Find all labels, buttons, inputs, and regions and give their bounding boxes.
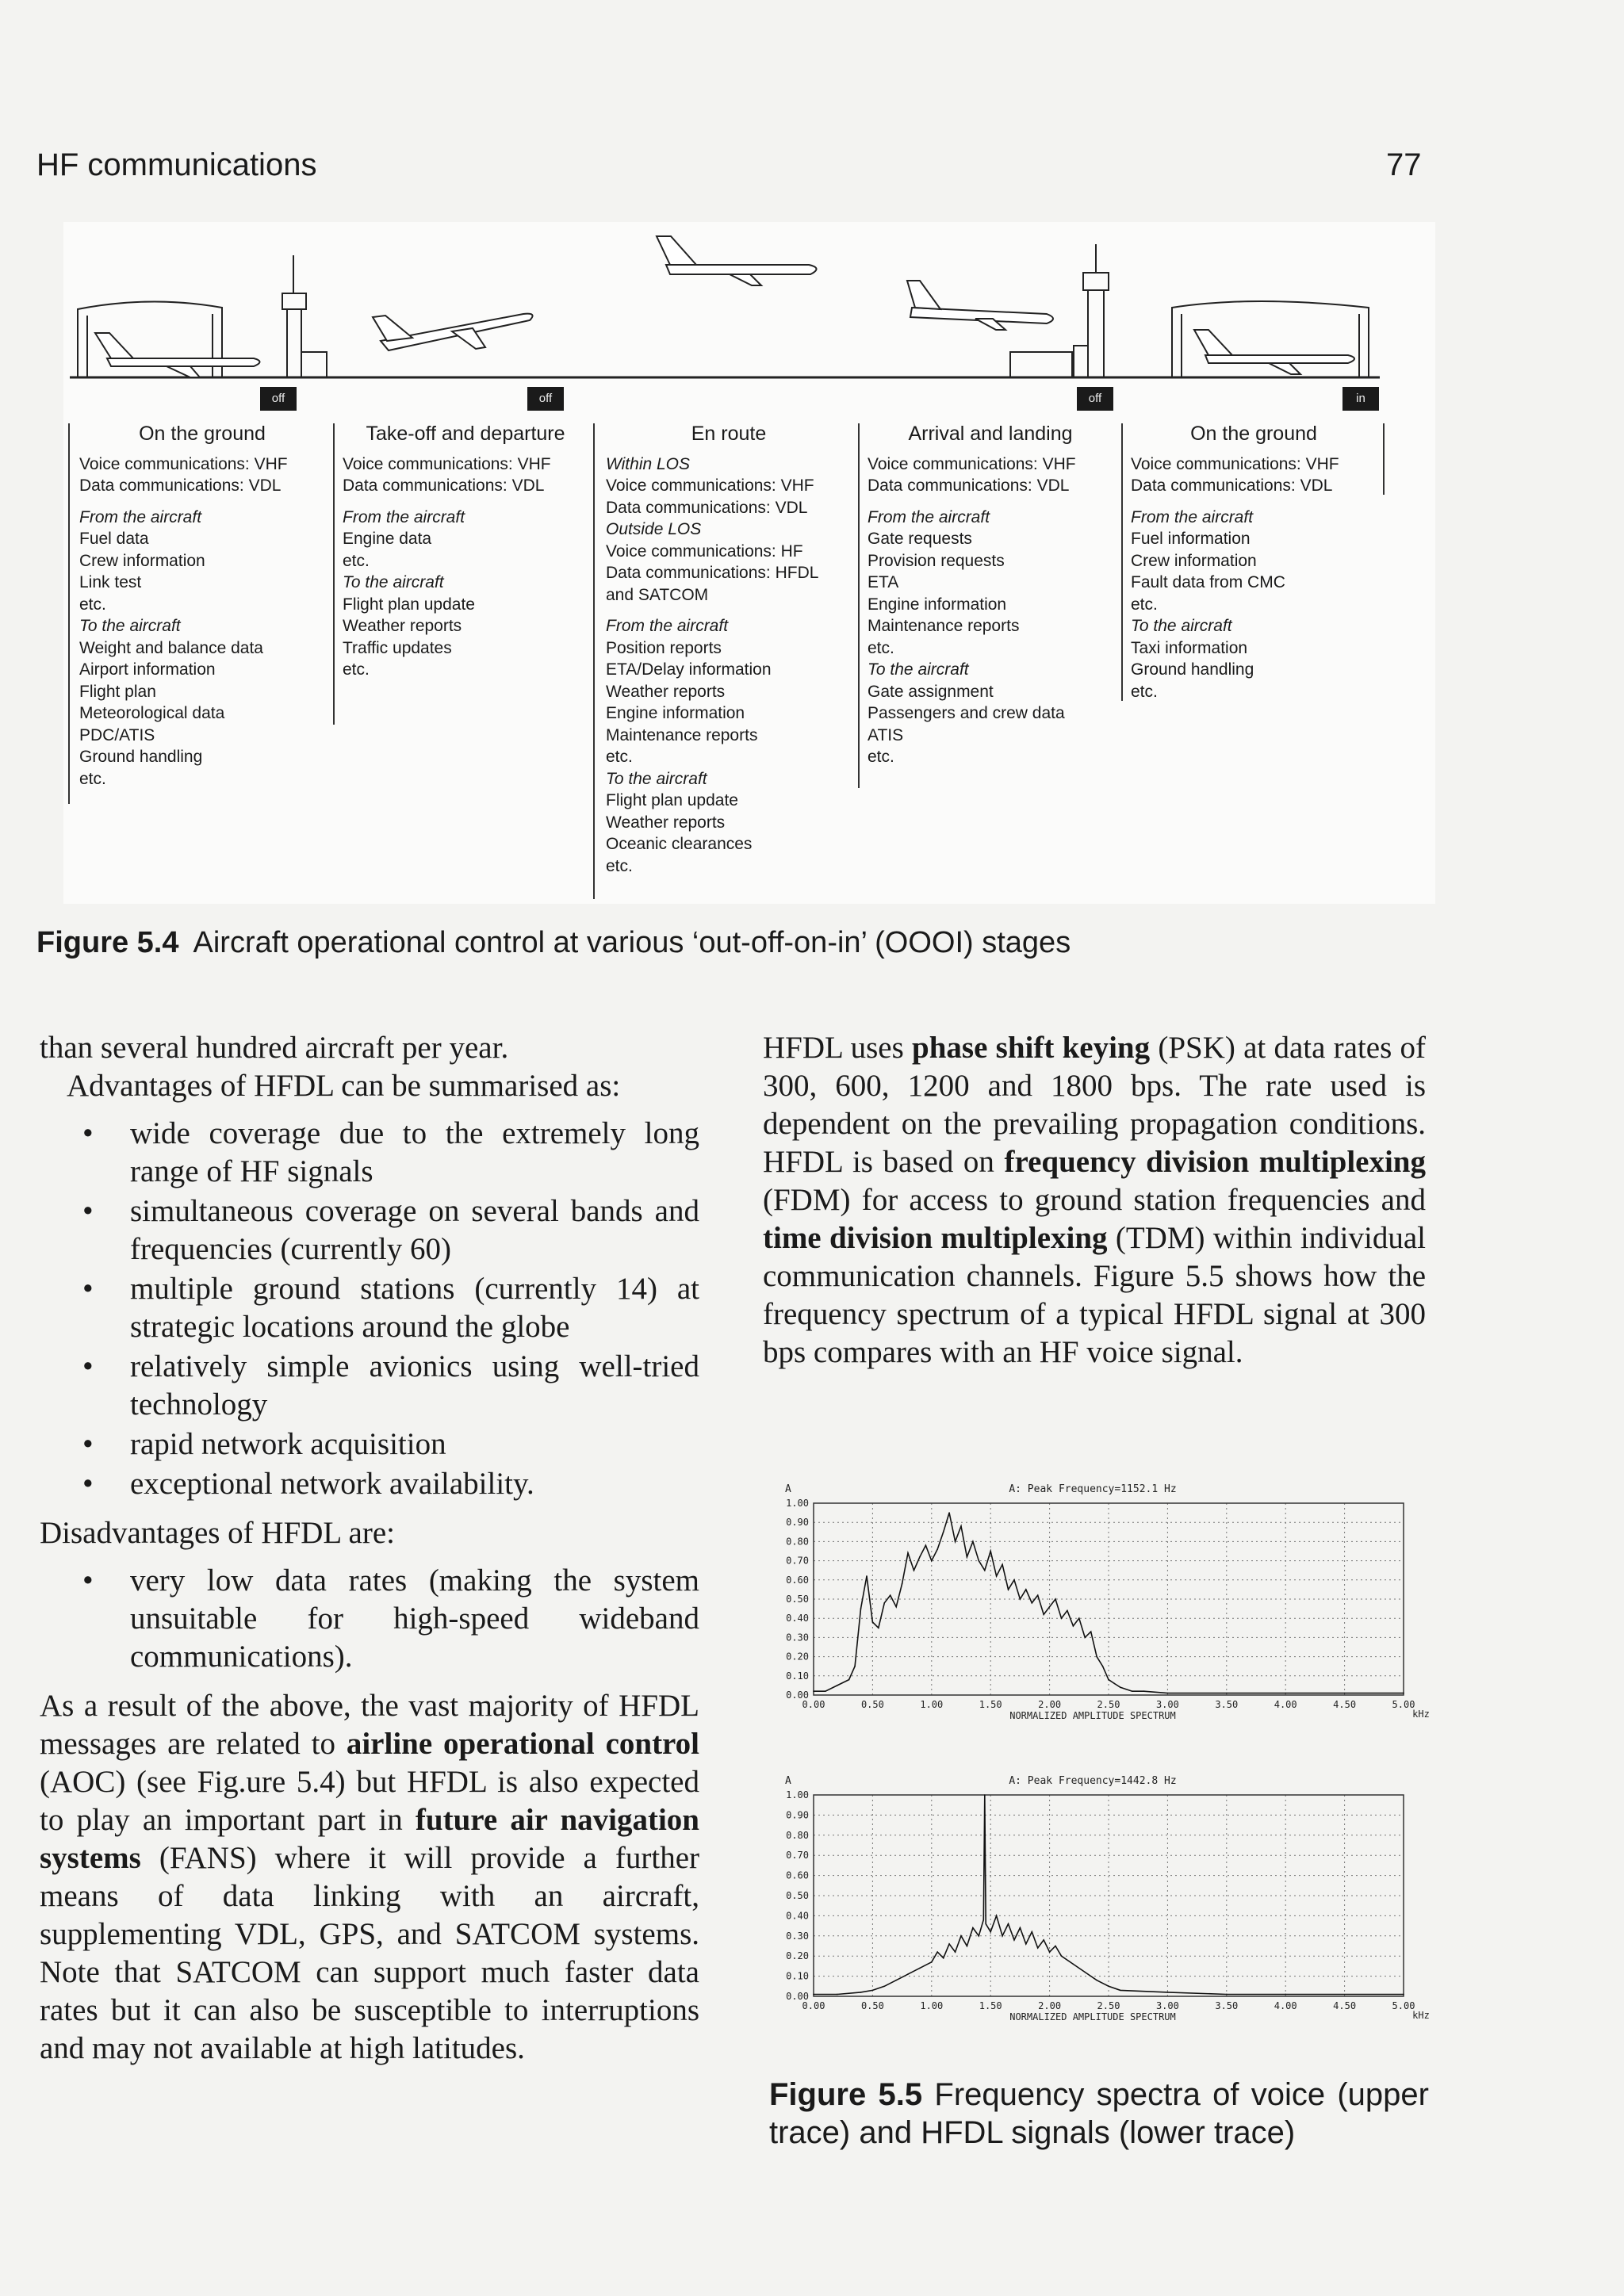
list-item: • relatively simple avionics using well-tried technology bbox=[82, 1349, 699, 1422]
list-item: Oceanic clearances bbox=[606, 835, 753, 853]
text-run: (AOC) (see Fig.ure 5.4) but HFDL is also expected to play an important part in bbox=[40, 1765, 699, 1837]
data-point bbox=[1167, 1693, 1169, 1694]
data-point bbox=[1403, 1693, 1404, 1694]
data-point bbox=[936, 1548, 938, 1550]
x-tick-label: 4.50 bbox=[1333, 1699, 1357, 1710]
y-tick-label: 0.50 bbox=[786, 1594, 809, 1605]
list-item: • very low data rates (making the system unsuitable for high-speed wideband communications). bbox=[82, 1563, 699, 1674]
data-point bbox=[1403, 1994, 1404, 1996]
data-point bbox=[907, 1973, 909, 1975]
data-point bbox=[948, 1512, 950, 1513]
list-item: Crew information bbox=[79, 551, 205, 570]
data-point bbox=[982, 1919, 984, 1921]
to-aircraft-label: To the aircraft bbox=[868, 660, 969, 679]
caption-label: Figure 5.5 bbox=[769, 2077, 923, 2112]
y-tick-label: 0.90 bbox=[786, 1809, 809, 1821]
data-point bbox=[837, 1685, 838, 1686]
text-run: (FANS) where it will provide a further means of data linking with an aircraft, supplementing VDL, GPS, and SATCOM systems. Note that SATCOM can support much faster data rates but it can also be susceptible to interruptions and may not available at high latitudes. bbox=[40, 1841, 699, 2065]
comm-line: Data communications: VDL bbox=[343, 476, 545, 495]
y-tick-label: 0.50 bbox=[786, 1890, 809, 1901]
data-point bbox=[967, 1556, 968, 1558]
stage-label-off-2: off bbox=[527, 387, 564, 411]
to-aircraft-label: To the aircraft bbox=[606, 769, 707, 788]
data-point bbox=[943, 1957, 944, 1959]
data-point bbox=[848, 1679, 850, 1681]
list-item: Flight plan update bbox=[343, 595, 475, 614]
data-point bbox=[948, 1943, 950, 1945]
from-aircraft-label: From the aircraft bbox=[343, 507, 465, 526]
list-item: Maintenance reports bbox=[868, 617, 1020, 635]
list-item: ETA bbox=[868, 573, 899, 591]
data-point bbox=[1013, 1939, 1015, 1941]
bold-term: time division multiplexing bbox=[763, 1221, 1108, 1255]
y-tick-label: 0.10 bbox=[786, 1970, 809, 1982]
comm-line: Voice communications: HF bbox=[606, 541, 803, 561]
list-item: PDC/ATIS bbox=[79, 725, 155, 744]
y-tick-label: 0.90 bbox=[786, 1517, 809, 1529]
data-point bbox=[1002, 1564, 1003, 1566]
to-aircraft-label: To the aircraft bbox=[343, 573, 444, 591]
data-point bbox=[872, 1990, 874, 1992]
outside-los-label: Outside LOS bbox=[606, 520, 702, 538]
list-item: Ground handling bbox=[1131, 660, 1254, 679]
x-axis-label: NORMALIZED AMPLITUDE SPECTRUM bbox=[1009, 1710, 1176, 1721]
data-point bbox=[837, 1994, 838, 1996]
data-point bbox=[1226, 1693, 1228, 1694]
paragraph: than several hundred aircraft per year. bbox=[40, 1031, 509, 1065]
y-tick-label: 0.60 bbox=[786, 1869, 809, 1881]
stage-column-on-ground-2 bbox=[1131, 423, 1377, 702]
list-item: Engine data bbox=[343, 530, 432, 548]
data-point bbox=[895, 1980, 897, 1981]
x-tick-label: 1.00 bbox=[920, 2000, 944, 2011]
running-header: HF communications bbox=[36, 147, 317, 182]
column-title: En route bbox=[691, 423, 767, 445]
data-point bbox=[985, 1923, 986, 1925]
from-aircraft-label: From the aircraft bbox=[606, 617, 729, 635]
caption-text: Frequency spectra of voice (upper trace) and HFDL signals (lower trace) bbox=[769, 2077, 1429, 2150]
data-point bbox=[878, 1628, 879, 1629]
data-point bbox=[860, 1608, 862, 1609]
list-item: Meteorological data bbox=[79, 704, 225, 722]
x-tick-label: 3.00 bbox=[1155, 2000, 1179, 2011]
data-point bbox=[931, 1560, 933, 1562]
data-point bbox=[996, 1915, 998, 1917]
data-point bbox=[1067, 1610, 1068, 1612]
data-point bbox=[1020, 1927, 1021, 1929]
list-item: Crew information bbox=[1131, 551, 1257, 570]
data-point bbox=[1055, 1946, 1056, 1947]
x-tick-label: 2.50 bbox=[1097, 2000, 1120, 2011]
list-item: Weather reports bbox=[343, 617, 462, 635]
comm-line: Voice communications: VHF bbox=[1131, 454, 1339, 473]
x-tick-label: 1.50 bbox=[979, 2000, 1002, 2011]
list-item: Flight plan bbox=[79, 682, 156, 701]
list-item: Weather reports bbox=[606, 682, 726, 701]
from-aircraft-label: From the aircraft bbox=[868, 507, 990, 526]
x-tick-label: 4.00 bbox=[1274, 2000, 1297, 2011]
data-point bbox=[1344, 1693, 1346, 1694]
comm-line: Data communications: HFDL bbox=[606, 564, 819, 582]
y-tick-label: 0.40 bbox=[786, 1910, 809, 1922]
data-point bbox=[890, 1594, 891, 1596]
y-tick-label: 0.00 bbox=[786, 1689, 809, 1701]
y-tick-label: 1.00 bbox=[786, 1498, 809, 1509]
data-point bbox=[990, 1551, 991, 1552]
y-tick-label: 0.60 bbox=[786, 1574, 809, 1586]
data-point bbox=[972, 1927, 974, 1929]
column-title: On the ground bbox=[1190, 423, 1317, 445]
figure-5-5-caption bbox=[769, 2076, 1429, 2152]
list-item: • multiple ground stations (currently 14) at strategic locations around the globe bbox=[82, 1272, 699, 1344]
data-point bbox=[1120, 1687, 1121, 1689]
data-point bbox=[883, 1986, 885, 1988]
list-item: Position reports bbox=[606, 638, 722, 657]
x-tick-label: 0.50 bbox=[860, 2000, 884, 2011]
list-item-text: simultaneous coverage on several bands and frequencies (currently 60) bbox=[130, 1194, 699, 1266]
within-los-label: Within LOS bbox=[606, 454, 691, 473]
column-title: Arrival and landing bbox=[908, 423, 1073, 445]
data-point bbox=[825, 1690, 826, 1692]
data-point bbox=[1049, 1606, 1051, 1608]
list-item: Airport information bbox=[79, 660, 216, 679]
data-point bbox=[1096, 1980, 1097, 1981]
bold-term: frequency division multiplexing bbox=[1004, 1145, 1426, 1179]
data-point bbox=[1031, 1931, 1032, 1933]
hfdl-spectrum-chart bbox=[761, 1768, 1443, 2044]
data-point bbox=[919, 1968, 921, 1969]
list-item: Fuel information bbox=[1131, 530, 1251, 548]
data-point bbox=[902, 1583, 903, 1585]
data-point bbox=[955, 1541, 956, 1543]
list-item: Ground handling bbox=[79, 748, 203, 766]
data-point bbox=[914, 1570, 915, 1571]
data-point bbox=[1049, 1951, 1051, 1953]
comm-line: Data communications: VDL bbox=[868, 476, 1070, 495]
y-tick-label: 0.00 bbox=[786, 1991, 809, 2002]
data-point bbox=[1073, 1625, 1074, 1627]
control-tower-right-icon bbox=[1010, 244, 1109, 377]
list-item: Gate requests bbox=[868, 530, 972, 548]
data-point bbox=[1090, 1631, 1092, 1632]
list-item-text: exceptional network availability. bbox=[130, 1467, 534, 1501]
bold-term: phase shift keying bbox=[912, 1031, 1151, 1065]
list-item: Fault data from CMC bbox=[1131, 573, 1285, 591]
data-point bbox=[1020, 1598, 1021, 1600]
x-tick-label: 3.50 bbox=[1215, 1699, 1239, 1710]
data-point bbox=[931, 1961, 933, 1963]
list-item: etc. bbox=[79, 769, 106, 788]
text-run: As a result of the above, the vast majority of HFDL messages are related to bbox=[40, 1689, 699, 1761]
data-point bbox=[1037, 1594, 1039, 1596]
column-divider bbox=[1383, 423, 1385, 495]
comm-line: Data communications: VDL bbox=[79, 476, 282, 495]
stage-column-takeoff bbox=[343, 423, 588, 681]
paragraph bbox=[40, 1687, 699, 2068]
x-tick-label: 0.50 bbox=[860, 1699, 884, 1710]
list-item: etc. bbox=[1131, 595, 1158, 614]
paragraph bbox=[763, 1029, 1426, 1372]
list-item: etc. bbox=[606, 748, 633, 766]
to-aircraft-label: To the aircraft bbox=[79, 617, 181, 635]
from-aircraft-label: From the aircraft bbox=[79, 507, 202, 526]
data-point bbox=[1025, 1589, 1027, 1590]
data-point bbox=[943, 1532, 944, 1533]
data-point bbox=[960, 1525, 962, 1527]
data-point bbox=[1285, 1994, 1286, 1996]
data-point bbox=[984, 1570, 986, 1571]
list-item: Maintenance reports bbox=[606, 725, 758, 744]
stage-label-in: in bbox=[1342, 387, 1379, 411]
x-tick-label: 2.00 bbox=[1038, 1699, 1062, 1710]
y-axis-label: A bbox=[785, 1483, 791, 1495]
column-divider bbox=[68, 423, 70, 804]
text-run: (FDM) for access to ground station frequencies and bbox=[763, 1183, 1426, 1217]
list-item: etc. bbox=[343, 660, 370, 679]
data-point bbox=[1055, 1598, 1056, 1600]
data-point bbox=[854, 1666, 856, 1667]
data-point bbox=[1061, 1955, 1063, 1957]
list-item-text: wide coverage due to the extremely long range of HF signals bbox=[130, 1116, 699, 1188]
comm-line: Voice communications: VHF bbox=[606, 476, 814, 495]
x-tick-label: 2.50 bbox=[1097, 1699, 1120, 1710]
x-tick-label: 0.00 bbox=[802, 1699, 825, 1710]
data-point bbox=[925, 1544, 927, 1546]
bold-term: future air navigation systems bbox=[40, 1803, 699, 1875]
data-point bbox=[984, 1794, 986, 1796]
chart-0-svg bbox=[761, 1476, 1443, 1743]
stage-label-off-3: off bbox=[1077, 387, 1113, 411]
aircraft-landing-icon bbox=[907, 281, 1053, 330]
list-item-text: very low data rates (making the system unsuitable for high-speed wideband communications). bbox=[130, 1563, 699, 1674]
caption-label: Figure 5.4 bbox=[36, 926, 179, 959]
chart-1-svg bbox=[761, 1768, 1443, 2044]
x-tick-label: 4.00 bbox=[1274, 1699, 1297, 1710]
x-tick-label: 3.50 bbox=[1215, 2000, 1239, 2011]
list-item: etc. bbox=[606, 856, 633, 875]
data-point bbox=[979, 1560, 980, 1562]
x-axis-unit: kHz bbox=[1412, 2010, 1430, 2021]
comm-line: Data communications: VDL bbox=[606, 498, 808, 517]
list-item: Fuel data bbox=[79, 530, 149, 548]
data-point bbox=[1120, 1990, 1121, 1992]
data-point bbox=[895, 1606, 897, 1608]
comm-line: and SATCOM bbox=[606, 585, 709, 604]
list-item: Taxi information bbox=[1131, 638, 1248, 657]
y-tick-label: 0.20 bbox=[786, 1651, 809, 1663]
y-tick-label: 0.10 bbox=[786, 1670, 809, 1682]
stage-column-en-route bbox=[606, 423, 852, 877]
data-point bbox=[1037, 1947, 1039, 1949]
data-point bbox=[1285, 1693, 1286, 1694]
data-point bbox=[960, 1935, 962, 1937]
data-point bbox=[1043, 1939, 1044, 1941]
figure-5-4 bbox=[63, 222, 1435, 904]
data-point bbox=[1078, 1617, 1080, 1619]
data-point bbox=[1025, 1943, 1027, 1945]
data-point bbox=[1114, 1683, 1116, 1685]
aircraft-takeoff-icon bbox=[373, 314, 533, 350]
paragraph: Advantages of HFDL can be summarised as: bbox=[67, 1069, 621, 1103]
paragraph: Disadvantages of HFDL are: bbox=[40, 1516, 396, 1550]
y-tick-label: 1.00 bbox=[786, 1789, 809, 1800]
x-tick-label: 2.00 bbox=[1038, 2000, 1062, 2011]
y-axis-label: A bbox=[785, 1775, 791, 1787]
x-tick-label: 4.50 bbox=[1333, 2000, 1357, 2011]
column-divider bbox=[333, 423, 335, 725]
x-tick-label: 5.00 bbox=[1392, 2000, 1415, 2011]
aircraft-enroute-icon bbox=[657, 236, 817, 285]
y-tick-label: 0.30 bbox=[786, 1632, 809, 1644]
list-item: Engine information bbox=[868, 595, 1007, 614]
stage-column-on-ground-1 bbox=[79, 423, 325, 790]
data-point bbox=[813, 1994, 814, 1996]
from-aircraft-label: From the aircraft bbox=[1131, 507, 1254, 526]
data-point bbox=[1102, 1666, 1104, 1667]
aircraft-parked-right-icon bbox=[1194, 330, 1354, 374]
comm-line: Voice communications: VHF bbox=[343, 454, 551, 473]
list-item: ETA/Delay information bbox=[606, 660, 772, 679]
list-item: Provision requests bbox=[868, 551, 1005, 570]
data-point bbox=[1084, 1637, 1086, 1639]
data-point bbox=[872, 1621, 874, 1623]
stage-column-arrival bbox=[868, 423, 1113, 768]
text-run: (PSK) at data rates of 300, 600, 1200 and 1800 bps. The rate used is dependent on the prevailing propagation conditions. HFDL is based on bbox=[763, 1031, 1427, 1179]
data-point bbox=[866, 1575, 868, 1577]
data-point bbox=[955, 1951, 956, 1953]
data-point bbox=[936, 1951, 938, 1953]
data-point bbox=[967, 1946, 968, 1947]
data-point bbox=[996, 1575, 998, 1577]
comm-line: Voice communications: VHF bbox=[79, 454, 288, 473]
caption-text: Aircraft operational control at various ‘out-off-on-in’ (OOOI) stages bbox=[193, 926, 1071, 959]
aircraft-parked-left-icon bbox=[95, 333, 260, 377]
y-tick-label: 0.40 bbox=[786, 1613, 809, 1624]
list-item-text: multiple ground stations (currently 14) at strategic locations around the globe bbox=[130, 1272, 699, 1344]
list-item: ATIS bbox=[868, 725, 904, 744]
column-divider bbox=[858, 423, 860, 788]
x-tick-label: 3.00 bbox=[1155, 1699, 1179, 1710]
list-item: etc. bbox=[868, 748, 894, 766]
x-axis-label: NORMALIZED AMPLITUDE SPECTRUM bbox=[1009, 2011, 1176, 2022]
column-divider bbox=[1121, 423, 1123, 701]
list-item: Engine information bbox=[606, 704, 745, 722]
y-tick-label: 0.80 bbox=[786, 1536, 809, 1548]
list-item: • rapid network acquisition bbox=[82, 1427, 446, 1461]
y-tick-label: 0.20 bbox=[786, 1950, 809, 1962]
data-point bbox=[1031, 1602, 1032, 1604]
voice-spectrum-chart bbox=[761, 1476, 1443, 1743]
data-point bbox=[972, 1541, 974, 1543]
data-point bbox=[860, 1992, 862, 1993]
chart-title: A: Peak Frequency=1152.1 Hz bbox=[1009, 1483, 1177, 1495]
data-point bbox=[979, 1935, 980, 1937]
data-point bbox=[1084, 1972, 1086, 1973]
data-point bbox=[1073, 1964, 1074, 1965]
right-text-column bbox=[763, 1029, 1426, 1372]
list-item: • wide coverage due to the extremely long range of HF signals bbox=[82, 1116, 699, 1188]
list-item-text: relatively simple avionics using well-tried technology bbox=[130, 1349, 699, 1422]
list-item-text: rapid network acquisition bbox=[130, 1427, 446, 1461]
data-point bbox=[1096, 1656, 1097, 1658]
data-point bbox=[1008, 1589, 1009, 1590]
data-point bbox=[1143, 1690, 1145, 1692]
list-item: • simultaneous coverage on several bands and frequencies (currently 60) bbox=[82, 1194, 699, 1266]
x-tick-label: 5.00 bbox=[1392, 1699, 1415, 1710]
comm-line: Voice communications: VHF bbox=[868, 454, 1076, 473]
list-item: Weight and balance data bbox=[79, 638, 263, 657]
x-tick-label: 0.00 bbox=[802, 2000, 825, 2011]
column-title: Take-off and departure bbox=[366, 423, 565, 445]
y-tick-label: 0.70 bbox=[786, 1555, 809, 1567]
data-point bbox=[1167, 1992, 1169, 1993]
list-item: Traffic updates bbox=[343, 638, 452, 657]
list-item: Gate assignment bbox=[868, 682, 994, 701]
y-tick-label: 0.30 bbox=[786, 1930, 809, 1942]
data-point bbox=[1061, 1617, 1063, 1619]
to-aircraft-label: To the aircraft bbox=[1131, 617, 1232, 635]
left-text-column bbox=[40, 1029, 699, 2068]
list-item: Flight plan update bbox=[606, 791, 738, 809]
page-number: 77 bbox=[1386, 147, 1422, 182]
column-divider bbox=[593, 423, 595, 899]
data-point bbox=[1043, 1614, 1044, 1616]
list-item: etc. bbox=[79, 595, 106, 614]
data-point bbox=[1013, 1579, 1015, 1581]
disadvantages-list bbox=[40, 1562, 699, 1676]
list-item: • exceptional network availability. bbox=[82, 1467, 534, 1501]
data-point bbox=[1226, 1994, 1228, 1996]
chart-title: A: Peak Frequency=1442.8 Hz bbox=[1009, 1775, 1177, 1787]
data-point bbox=[1002, 1935, 1003, 1937]
data-point bbox=[1108, 1679, 1109, 1681]
x-axis-unit: kHz bbox=[1412, 1709, 1430, 1720]
data-point bbox=[907, 1552, 909, 1554]
list-item: Link test bbox=[79, 573, 142, 591]
list-item: etc. bbox=[1131, 682, 1158, 701]
stage-label-off-1: off bbox=[260, 387, 297, 411]
data-point bbox=[883, 1602, 885, 1604]
column-title: On the ground bbox=[139, 423, 266, 445]
x-tick-label: 1.50 bbox=[979, 1699, 1002, 1710]
bold-term: airline operational control bbox=[346, 1727, 699, 1761]
advantages-list bbox=[40, 1115, 699, 1503]
figure-5-4-caption bbox=[36, 926, 1071, 960]
data-point bbox=[813, 1690, 814, 1692]
control-tower-left-icon bbox=[282, 255, 327, 377]
data-point bbox=[1132, 1690, 1133, 1692]
list-item: Passengers and crew data bbox=[868, 704, 1065, 722]
data-point bbox=[1126, 1689, 1128, 1690]
data-point bbox=[1008, 1923, 1009, 1925]
x-tick-label: 1.00 bbox=[920, 1699, 944, 1710]
y-tick-label: 0.70 bbox=[786, 1850, 809, 1862]
data-point bbox=[919, 1556, 921, 1558]
list-item: etc. bbox=[343, 551, 370, 570]
data-point bbox=[990, 1931, 991, 1933]
list-item: etc. bbox=[868, 638, 894, 657]
comm-line: Data communications: VDL bbox=[1131, 476, 1333, 495]
list-item: Weather reports bbox=[606, 813, 726, 832]
y-tick-label: 0.80 bbox=[786, 1829, 809, 1841]
text-run: (TDM) within individual communication channels. Figure 5.5 shows how the frequency spectrum of a typical HFDL signal at 300 bps compares with an HF voice signal. bbox=[763, 1221, 1426, 1369]
data-point bbox=[1108, 1986, 1109, 1988]
text-run: HFDL uses bbox=[763, 1031, 913, 1065]
